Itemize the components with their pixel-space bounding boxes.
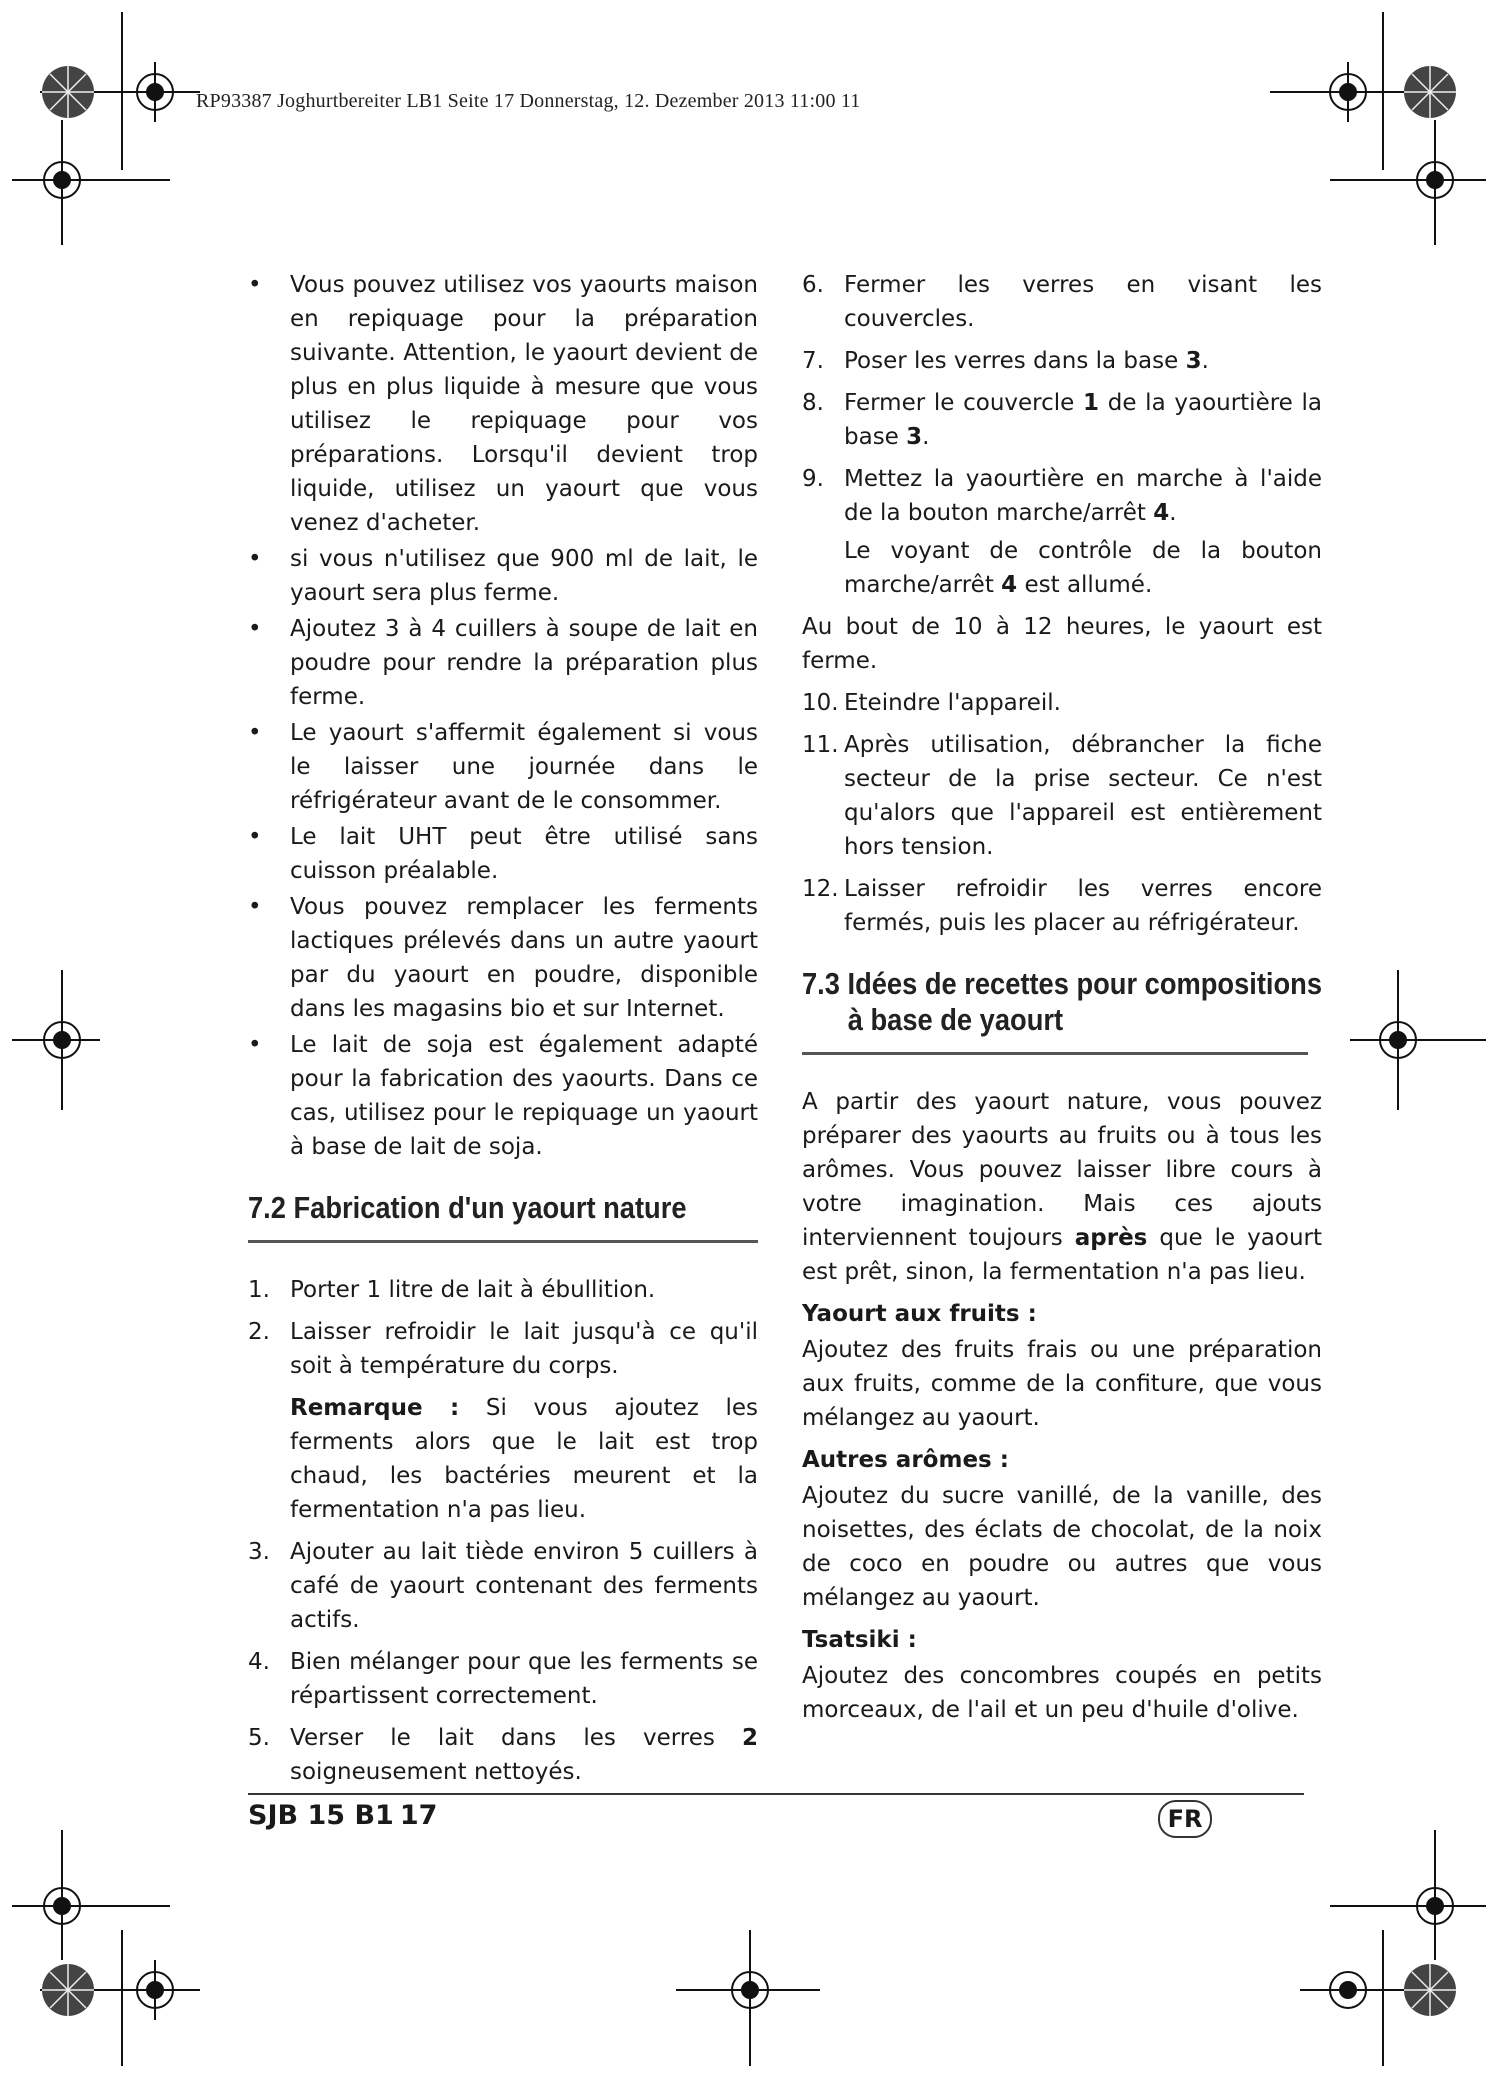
bullet-icon: •: [248, 546, 262, 572]
section-rule: [248, 1240, 758, 1243]
step-item: 2. Laisser refroidir le lait jusqu'à ce qu'il soit à température du corps.: [248, 1319, 758, 1379]
paragraph: Ajoutez des fruits frais ou une préparation aux fruits, comme de la confiture, que vous mélangez au yaourt.: [802, 1337, 1322, 1431]
step-item: 1. Porter 1 litre de lait à ébullition.: [248, 1277, 656, 1303]
note: Remarque : Si vous ajoutez les ferments alors que le lait est trop chaud, les bactéries meurent et la fermentation n'a pas lieu.: [290, 1395, 759, 1523]
bullet-icon: •: [248, 824, 262, 850]
bullet-icon: •: [248, 272, 262, 298]
bullet-icon: •: [248, 616, 262, 642]
subheading: Yaourt aux fruits :: [802, 1301, 1037, 1327]
bullet-icon: •: [248, 720, 262, 746]
footer-model: SJB 15 B1 17: [248, 1800, 438, 1831]
list-item: • si vous n'utilisez que 900 ml de lait, le yaourt sera plus ferme.: [248, 542, 758, 610]
section-title-7-2: 7.2 Fabrication d'un yaourt nature: [248, 1190, 687, 1225]
step-item: 11. Après utilisation, débrancher la fiche secteur de la prise secteur. Ce n'est qu'alors que l'appareil est entièrement hors tension.: [802, 732, 1322, 860]
list-item: • Le lait UHT peut être utilisé sans cuisson préalable.: [248, 820, 758, 888]
right-column: [802, 268, 1322, 1735]
section-rule: [802, 1052, 1308, 1055]
paragraph: Ajoutez du sucre vanillé, de la vanille, des noisettes, des éclats de chocolat, de la noix de coco en poudre ou autres que vous mélangez au yaourt.: [802, 1483, 1322, 1611]
paragraph: Ajoutez des concombres coupés en petits morceaux, de l'ail et un peu d'huile d'olive.: [802, 1663, 1322, 1723]
bullet-icon: •: [248, 1032, 262, 1058]
note-label: Remarque :: [290, 1395, 460, 1421]
list-item: • Ajoutez 3 à 4 cuillers à soupe de lait en poudre pour rendre la préparation plus ferme.: [248, 612, 758, 714]
step-item: 5. Verser le lait dans les verres 2 soigneusement nettoyés.: [248, 1725, 758, 1785]
subheading: Tsatsiki :: [802, 1627, 917, 1653]
language-badge: FR: [1158, 1800, 1212, 1838]
step-item: 3. Ajouter au lait tiède environ 5 cuillers à café de yaourt contenant des ferments actifs.: [248, 1539, 758, 1633]
print-header: RP93387 Joghurtbereiter LB1 Seite 17 Donnerstag, 12. Dezember 2013 11:00 11: [196, 90, 861, 112]
step-note: Le voyant de contrôle de la bouton marche/arrêt 4 est allumé.: [844, 538, 1322, 598]
step-item: 7. Poser les verres dans la base 3.: [802, 348, 1209, 374]
step-item: 6. Fermer les verres en visant les couvercles.: [802, 272, 1322, 332]
list-item: • Le yaourt s'affermit également si vous le laisser une journée dans le réfrigérateur avant de le consommer.: [248, 716, 758, 818]
left-column: [248, 268, 758, 1797]
list-item: • Le lait de soja est également adapté pour la fabrication des yaourts. Dans ce cas, utilisez pour le repiquage un yaourt à base de lait de soja.: [248, 1028, 758, 1164]
bullet-icon: •: [248, 894, 262, 920]
step-item: 10. Eteindre l'appareil.: [802, 690, 1061, 716]
step-item: 8. Fermer le couvercle 1 de la yaourtière la base 3.: [802, 390, 1323, 450]
step-item: 4. Bien mélanger pour que les ferments se répartissent correctement.: [248, 1649, 758, 1709]
subheading: Autres arômes :: [802, 1447, 1009, 1473]
step-item: 9. Mettez la yaourtière en marche à l'aide de la bouton marche/arrêt 4.: [802, 466, 1322, 526]
footer-rule: [248, 1793, 1304, 1795]
section-title-7-3: 7.3 Idées de recettes pour compositions à base de yaourt: [802, 966, 1323, 1037]
list-item: • Vous pouvez utilisez vos yaourts maison en repiquage pour la préparation suivante. Attention, le yaourt devient de plus en plus liquide à mesure que vous utilisez le repiquage pour vos préparations. Lorsqu'il devient trop liquide, utilisez un yaourt que vous venez d'acheter.: [248, 268, 758, 540]
paragraph: A partir des yaourt nature, vous pouvez préparer des yaourts au fruits ou à tous les arômes. Vous pouvez laisser libre cours à votre imagination. Mais ces ajouts interviennent toujours après que le yaourt est prêt, sinon, la fermentation n'a pas lieu.: [802, 1089, 1323, 1285]
step-item: 12. Laisser refroidir les verres encore fermés, puis les placer au réfrigérateur.: [802, 876, 1322, 936]
paragraph: Au bout de 10 à 12 heures, le yaourt est ferme.: [802, 614, 1322, 674]
page-number: 17: [399, 1800, 438, 1831]
list-item: • Vous pouvez remplacer les ferments lactiques prélevés dans un autre yaourt par du yaourt en poudre, disponible dans les magasins bio et sur Internet.: [248, 890, 758, 1026]
